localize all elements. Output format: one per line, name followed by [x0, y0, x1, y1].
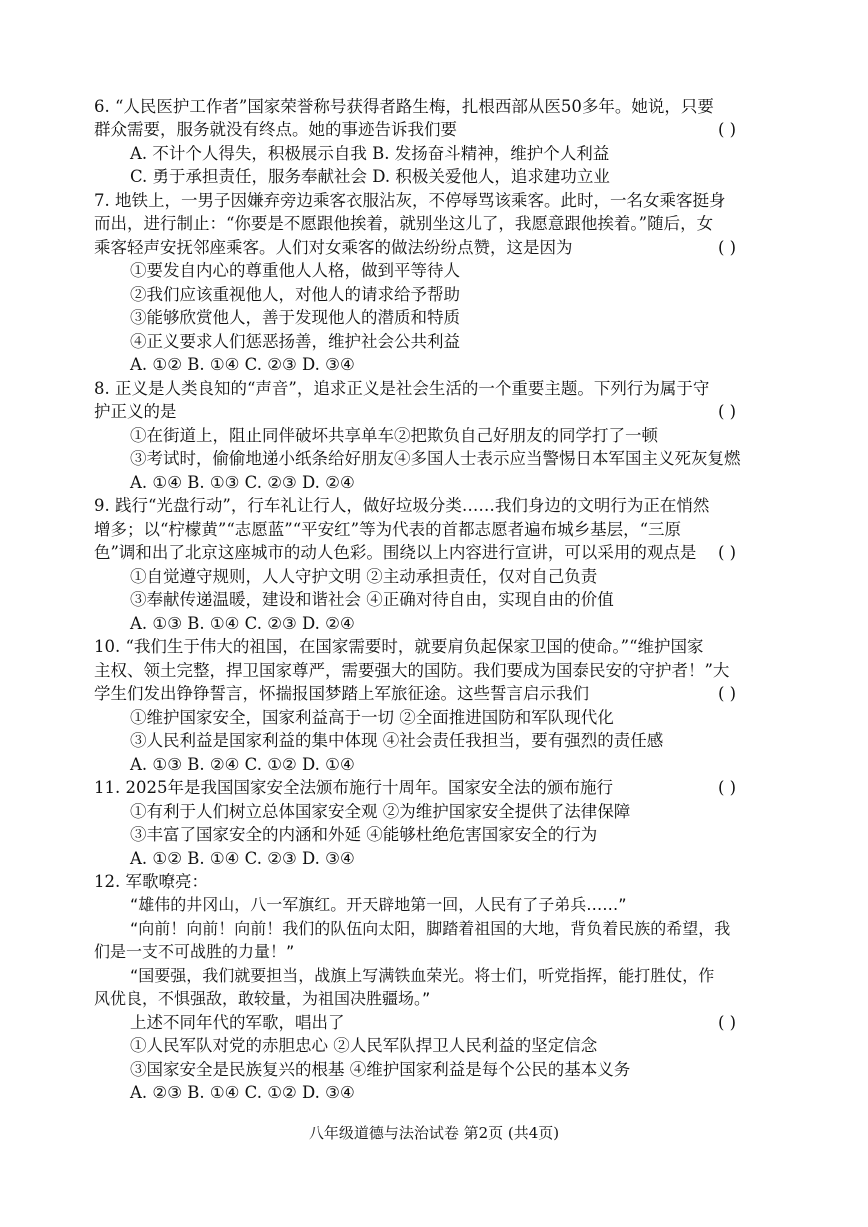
q10-items-12: ①维护国家安全，国家利益高于一切 ②全面推进国防和军队现代化 — [130, 708, 614, 727]
q8-answer-paren: ( ) — [718, 402, 737, 421]
q9-options: A. ①③ B. ①④ C. ②③ D. ②④ — [130, 614, 355, 633]
q7-stem-line1: 7. 地铁上，一男子因嫌弃旁边乘客衣服沾灰，不停辱骂该乘客。此时，一名女乘客挺身 — [94, 191, 726, 210]
q9-stem-line1: 9. 践行“光盘行动”，行车礼让行人，做好垃圾分类……我们身边的文明行为正在悄然 — [94, 496, 710, 515]
q7-item-3: ③能够欣赏他人，善于发现他人的潜质和特质 — [130, 308, 460, 327]
q12-lyric-2b: 们是一支不可战胜的力量！” — [94, 942, 295, 961]
q10-options: A. ①③ B. ②④ C. ①② D. ①④ — [130, 755, 355, 774]
q9-stem-line2: 增多；以“柠檬黄”“志愿蓝”“平安红”等为代表的首都志愿者遍布城乡基层，“三原 — [94, 520, 682, 539]
q11-items-12: ①有利于人们树立总体国家安全观 ②为维护国家安全提供了法律保障 — [130, 802, 631, 821]
q8-options: A. ①④ B. ①③ C. ②③ D. ②④ — [130, 473, 355, 492]
q12-lyric-3a: “国要强，我们就要担当，战旗上写满铁血荣光。将士们，听党指挥，能打胜仗，作 — [130, 966, 715, 985]
page-footer: 八年级道德与法治试卷 第2页 (共4页) — [308, 1124, 560, 1142]
q7-stem-line2: 而出，进行制止：“你要是不愿跟他挨着，就别坐这儿了，我愿意跟他挨着。”随后，女 — [94, 214, 714, 233]
q9-items-12: ①自觉遵守规则，人人守护文明 ②主动承担责任，仅对自己负责 — [130, 567, 598, 586]
q8-stem-line2: 护正义的是 — [94, 402, 177, 421]
q12-stem-line2: 上述不同年代的军歌，唱出了 — [130, 1013, 345, 1032]
q7-item-4: ④正义要求人们惩恶扬善，维护社会公共利益 — [130, 332, 460, 351]
q12-items-34: ③国家安全是民族复兴的根基 ④维护国家利益是每个公民的基本义务 — [130, 1060, 631, 1079]
q11-stem: 11. 2025年是我国国家安全法颁布施行十周年。国家安全法的颁布施行 — [94, 778, 613, 797]
q6-options-ab: A. 不计个人得失，积极展示自我 B. 发扬奋斗精神，维护个人利益 — [130, 144, 610, 163]
q7-options: A. ①② B. ①④ C. ②③ D. ③④ — [130, 355, 355, 374]
q7-stem-line3: 乘客轻声安抚邻座乘客。人们对女乘客的做法纷纷点赞，这是因为 — [94, 238, 573, 257]
q12-stem: 12. 军歌嘹亮： — [94, 872, 208, 891]
q10-stem-line1: 10. “我们生于伟大的祖国，在国家需要时，就要肩负起保家卫国的使命。”“维护国家 — [94, 637, 704, 656]
q12-items-12: ①人民军队对党的赤胆忠心 ②人民军队捍卫人民利益的坚定信念 — [130, 1036, 598, 1055]
q9-answer-paren: ( ) — [718, 543, 737, 562]
q6-options-cd: C. 勇于承担责任，服务奉献社会 D. 积极关爱他人，追求建功立业 — [130, 167, 610, 186]
q12-answer-paren: ( ) — [718, 1013, 737, 1032]
q10-stem-line3: 学生们发出铮铮誓言，怀揣报国梦踏上军旅征途。这些誓言启示我们 — [94, 684, 589, 703]
q11-answer-paren: ( ) — [718, 778, 737, 797]
q6-answer-paren: ( ) — [718, 120, 737, 139]
q12-lyric-1: “雄伟的井冈山，八一军旗红。开天辟地第一回，人民有了子弟兵……” — [130, 895, 627, 914]
q12-lyric-3b: 风优良，不惧强敌，敢较量，为祖国决胜疆场。” — [94, 989, 431, 1008]
q11-options: A. ①② B. ①④ C. ②③ D. ③④ — [130, 849, 355, 868]
q11-items-34: ③丰富了国家安全的内涵和外延 ④能够杜绝危害国家安全的行为 — [130, 825, 598, 844]
q7-item-2: ②我们应该重视他人，对他人的请求给予帮助 — [130, 285, 460, 304]
q9-items-34: ③奉献传递温暖，建设和谐社会 ④正确对待自由，实现自由的价值 — [130, 590, 614, 609]
q6-stem-line1: 6. “人民医护工作者”国家荣誉称号获得者路生梅，扎根西部从医50多年。她说，只要 — [94, 97, 714, 116]
q7-answer-paren: ( ) — [718, 238, 737, 257]
q9-stem-line3: 色”调和出了北京这座城市的动人色彩。围绕以上内容进行宣讲，可以采用的观点是 — [94, 543, 697, 562]
q6-stem-line2: 群众需要，服务就没有终点。她的事迹告诉我们要 — [94, 120, 457, 139]
q10-stem-line2: 主权、领土完整，捍卫国家尊严，需要强大的国防。我们要成为国泰民安的守护者！”大 — [94, 661, 730, 680]
q7-item-1: ①要发自内心的尊重他人人格，做到平等待人 — [130, 261, 460, 280]
q8-items-34: ③考试时，偷偷地递小纸条给好朋友④多国人士表示应当警惕日本军国主义死灰复燃 — [130, 449, 741, 468]
q10-items-34: ③人民利益是国家利益的集中体现 ④社会责任我担当，要有强烈的责任感 — [130, 731, 664, 750]
q12-lyric-2a: “向前！向前！向前！我们的队伍向太阳，脚踏着祖国的大地，背负着民族的希望，我 — [130, 919, 731, 938]
q12-options: A. ②③ B. ①④ C. ①② D. ③④ — [130, 1083, 355, 1102]
q8-stem-line1: 8. 正义是人类良知的“声音”，追求正义是社会生活的一个重要主题。下列行为属于守 — [94, 379, 710, 398]
q8-items-12: ①在街道上，阻止同伴破坏共享单车②把欺负自己好朋友的同学打了一顿 — [130, 426, 658, 445]
q10-answer-paren: ( ) — [718, 684, 737, 703]
